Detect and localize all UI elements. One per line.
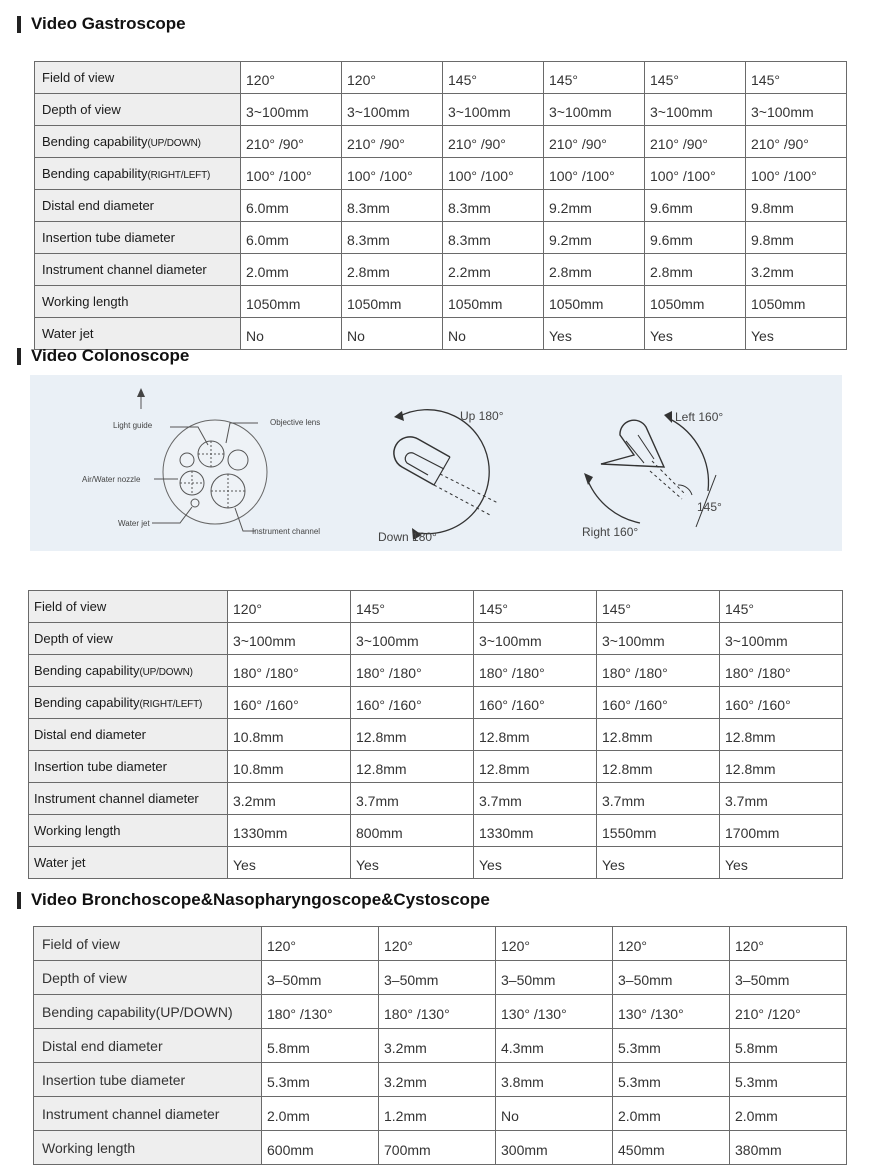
angle-145-label: 145° [697, 500, 722, 514]
table-cell: 3~100mm [544, 94, 645, 126]
row-label [35, 190, 241, 222]
row-label [34, 961, 262, 995]
table-cell: 3~100mm [342, 94, 443, 126]
table-cell: Yes [228, 847, 351, 879]
right-arc [588, 481, 640, 523]
table-cell: 3.7mm [720, 783, 843, 815]
table-row [29, 623, 843, 655]
table-cell: 12.8mm [351, 719, 474, 751]
table-cell: 3.7mm [474, 783, 597, 815]
table-cell: 120° [379, 927, 496, 961]
water-jet-label: Water jet [118, 519, 150, 528]
row-label-subtext: (UP/DOWN) [139, 667, 193, 678]
table-cell: 180° /180° [474, 655, 597, 687]
row-label [34, 1097, 262, 1131]
table-cell: 9.6mm [645, 222, 746, 254]
table-cell: 3~100mm [443, 94, 544, 126]
table-cell: 180° /130° [262, 995, 379, 1029]
table-cell: 1050mm [645, 286, 746, 318]
colonoscope-title-text: Video Colonoscope [31, 346, 190, 365]
row-label-text: Bending capability(UP/DOWN) [42, 1003, 233, 1020]
table-cell: 180° /180° [597, 655, 720, 687]
table-row [35, 126, 847, 158]
row-label-text: Bending capability [34, 663, 140, 678]
left-160-label: Left 160° [675, 410, 724, 424]
table-cell: 1050mm [746, 286, 847, 318]
row-label [29, 783, 228, 815]
colonoscope-diagram [30, 375, 842, 551]
gastroscope-section-title [17, 14, 186, 34]
table-row [34, 1063, 847, 1097]
table-row [35, 318, 847, 350]
table-cell: No [496, 1097, 613, 1131]
row-label-subtext: (UP/DOWN) [147, 138, 201, 149]
distal-tip-cross-section [137, 388, 267, 531]
table-cell: No [342, 318, 443, 350]
table-row [35, 254, 847, 286]
table-cell: 3~100mm [597, 623, 720, 655]
table-cell: 3–50mm [613, 961, 730, 995]
table-cell: 600mm [262, 1131, 379, 1165]
table-cell: 12.8mm [597, 751, 720, 783]
table-cell: 12.8mm [351, 751, 474, 783]
table-cell: 180° /180° [720, 655, 843, 687]
table-cell: 130° /130° [496, 995, 613, 1029]
table-cell: 3.7mm [351, 783, 474, 815]
table-cell: 160° /160° [351, 687, 474, 719]
row-label-text: Distal end diameter [42, 198, 154, 213]
table-cell: 210° /90° [746, 126, 847, 158]
table-cell: 9.8mm [746, 222, 847, 254]
air-water-nozzle-label: Air/Water nozzle [82, 475, 141, 484]
table-cell: 5.3mm [613, 1063, 730, 1097]
table-cell: 210° /90° [443, 126, 544, 158]
table-cell: 5.3mm [730, 1063, 847, 1097]
row-label [29, 847, 228, 879]
table-cell: 5.3mm [262, 1063, 379, 1097]
title-bar-marker [17, 348, 21, 365]
table-cell: 3.2mm [228, 783, 351, 815]
table-cell: Yes [351, 847, 474, 879]
table-row [34, 927, 847, 961]
left-arc [670, 419, 708, 491]
table-cell: 8.3mm [443, 222, 544, 254]
table-cell: 100° /100° [746, 158, 847, 190]
table-cell: 3.7mm [597, 783, 720, 815]
table-cell: 2.2mm [443, 254, 544, 286]
table-cell: 210° /90° [544, 126, 645, 158]
table-cell: 12.8mm [474, 719, 597, 751]
row-label [35, 94, 241, 126]
table-cell: 700mm [379, 1131, 496, 1165]
table-cell: 10.8mm [228, 751, 351, 783]
table-row [35, 190, 847, 222]
colonoscope-diagram-panel [30, 375, 842, 551]
up-arrow-icon [137, 388, 145, 397]
table-cell: 9.6mm [645, 190, 746, 222]
table-row [35, 158, 847, 190]
table-cell: 180° /130° [379, 995, 496, 1029]
table-cell: 2.8mm [342, 254, 443, 286]
row-label-text: Bending capability [42, 166, 148, 181]
table-cell: 5.8mm [262, 1029, 379, 1063]
table-cell: 12.8mm [597, 719, 720, 751]
table-cell: 100° /100° [443, 158, 544, 190]
table-cell: 1550mm [597, 815, 720, 847]
row-label [29, 687, 228, 719]
row-label [34, 995, 262, 1029]
row-label-text: Field of view [42, 935, 120, 952]
table-cell: Yes [474, 847, 597, 879]
table-cell: 3~100mm [645, 94, 746, 126]
table-cell: 800mm [351, 815, 474, 847]
right-arrowhead-icon [584, 473, 593, 485]
table-cell: 145° [351, 591, 474, 623]
table-cell: 120° [496, 927, 613, 961]
table-row [29, 815, 843, 847]
table-row [29, 591, 843, 623]
table-cell: 3–50mm [379, 961, 496, 995]
table-cell: 2.0mm [613, 1097, 730, 1131]
table-cell: 3.2mm [379, 1063, 496, 1097]
table-cell: 145° [720, 591, 843, 623]
table-row [29, 719, 843, 751]
table-cell: 5.3mm [613, 1029, 730, 1063]
table-cell: 210° /90° [241, 126, 342, 158]
row-label-text: Insertion tube diameter [42, 230, 175, 245]
table-cell: 1050mm [544, 286, 645, 318]
row-label-text: Depth of view [42, 102, 121, 117]
table-cell: 180° /180° [351, 655, 474, 687]
row-label-text: Distal end diameter [42, 1037, 163, 1054]
row-label-text: Bending capability [42, 134, 148, 149]
tip-outer-circle [163, 420, 267, 524]
table-cell: 2.8mm [544, 254, 645, 286]
table-cell: 3~100mm [746, 94, 847, 126]
row-label-text: Insertion tube diameter [42, 1071, 186, 1088]
table-cell: 1330mm [228, 815, 351, 847]
table-cell: 3~100mm [474, 623, 597, 655]
table-row [34, 1029, 847, 1063]
table-cell: 3.8mm [496, 1063, 613, 1097]
broncho-section-title [17, 890, 490, 910]
bent-tip-lr [601, 420, 664, 467]
row-label-text: Working length [42, 294, 129, 309]
table-row [34, 1131, 847, 1165]
row-label-text: Depth of view [42, 969, 127, 986]
row-label [29, 815, 228, 847]
row-label [29, 655, 228, 687]
down-180-label: Down 180° [378, 530, 437, 544]
right-160-label: Right 160° [582, 525, 639, 539]
table-cell: 8.3mm [342, 222, 443, 254]
table-cell: 120° [342, 62, 443, 94]
table-cell: 3~100mm [228, 623, 351, 655]
table-cell: 210° /90° [645, 126, 746, 158]
table-cell: 1050mm [443, 286, 544, 318]
table-row [34, 961, 847, 995]
table-cell: Yes [720, 847, 843, 879]
table-cell: 100° /100° [342, 158, 443, 190]
up-180-label: Up 180° [460, 409, 504, 423]
row-label-subtext: (RIGHT/LEFT) [147, 170, 211, 181]
gastroscope-spec-table [34, 61, 847, 350]
table-cell: 145° [645, 62, 746, 94]
table-row [35, 94, 847, 126]
table-row [35, 222, 847, 254]
table-cell: 2.8mm [645, 254, 746, 286]
table-cell: 160° /160° [720, 687, 843, 719]
table-cell: 160° /160° [228, 687, 351, 719]
row-label [35, 62, 241, 94]
table-cell: 9.2mm [544, 190, 645, 222]
table-cell: 1050mm [241, 286, 342, 318]
row-label [34, 927, 262, 961]
table-cell: 120° [241, 62, 342, 94]
table-cell: 300mm [496, 1131, 613, 1165]
gastroscope-title-text: Video Gastroscope [31, 14, 186, 33]
table-cell: Yes [544, 318, 645, 350]
table-cell: 1.2mm [379, 1097, 496, 1131]
table-row [34, 1097, 847, 1131]
row-label-text: Insertion tube diameter [34, 759, 167, 774]
bronchoscope-spec-table [33, 926, 847, 1165]
table-cell: 12.8mm [720, 751, 843, 783]
table-cell: 100° /100° [241, 158, 342, 190]
table-cell: Yes [746, 318, 847, 350]
row-label-text: Working length [34, 823, 121, 838]
colonoscope-spec-table [28, 590, 843, 879]
title-bar-marker [17, 16, 21, 33]
table-cell: 210° /90° [342, 126, 443, 158]
table-cell: 145° [544, 62, 645, 94]
table-cell: 120° [228, 591, 351, 623]
row-label-text: Working length [42, 1139, 136, 1156]
row-label-text: Instrument channel diameter [42, 262, 207, 277]
row-label [34, 1063, 262, 1097]
row-label-text: Instrument channel diameter [34, 791, 199, 806]
table-cell: 3–50mm [496, 961, 613, 995]
table-cell: 3~100mm [351, 623, 474, 655]
row-label [29, 591, 228, 623]
table-cell: 3~100mm [241, 94, 342, 126]
table-row [35, 62, 847, 94]
table-cell: 145° [746, 62, 847, 94]
row-label-text: Field of view [34, 599, 107, 614]
table-cell: 5.8mm [730, 1029, 847, 1063]
instrument-channel-label: Instrument channel [252, 527, 321, 536]
row-label [35, 286, 241, 318]
row-label-text: Instrument channel diameter [42, 1105, 220, 1122]
row-label-text: Field of view [42, 70, 115, 85]
row-label [29, 719, 228, 751]
table-cell: 1330mm [474, 815, 597, 847]
table-cell: 1050mm [342, 286, 443, 318]
table-cell: No [241, 318, 342, 350]
table-cell: No [443, 318, 544, 350]
table-cell: 4.3mm [496, 1029, 613, 1063]
row-label [35, 254, 241, 286]
broncho-title-text: Video Bronchoscope&Nasopharyngoscope&Cystoscope [31, 890, 490, 909]
table-cell: 1700mm [720, 815, 843, 847]
table-cell: 2.0mm [730, 1097, 847, 1131]
table-cell: 100° /100° [645, 158, 746, 190]
row-label [35, 126, 241, 158]
row-label [29, 623, 228, 655]
table-cell: 130° /130° [613, 995, 730, 1029]
table-row [29, 751, 843, 783]
table-cell: 12.8mm [720, 719, 843, 751]
table-row [34, 995, 847, 1029]
title-bar-marker [17, 892, 21, 909]
table-cell: 180° /180° [228, 655, 351, 687]
table-cell: 380mm [730, 1131, 847, 1165]
table-cell: 3–50mm [730, 961, 847, 995]
table-cell: 160° /160° [474, 687, 597, 719]
table-cell: 12.8mm [474, 751, 597, 783]
table-cell: 9.2mm [544, 222, 645, 254]
table-row [29, 847, 843, 879]
row-label-text: Distal end diameter [34, 727, 146, 742]
table-cell: 160° /160° [597, 687, 720, 719]
table-row [35, 286, 847, 318]
row-label [35, 222, 241, 254]
left-arrowhead-icon [664, 411, 672, 423]
table-cell: 9.8mm [746, 190, 847, 222]
table-cell: 8.3mm [342, 190, 443, 222]
table-cell: Yes [597, 847, 720, 879]
table-cell: 3–50mm [262, 961, 379, 995]
table-cell: Yes [645, 318, 746, 350]
row-label [34, 1029, 262, 1063]
table-row [29, 655, 843, 687]
table-cell: 100° /100° [544, 158, 645, 190]
row-label [29, 751, 228, 783]
table-cell: 10.8mm [228, 719, 351, 751]
table-cell: 8.3mm [443, 190, 544, 222]
table-cell: 120° [613, 927, 730, 961]
table-cell: 145° [443, 62, 544, 94]
table-cell: 6.0mm [241, 222, 342, 254]
table-cell: 450mm [613, 1131, 730, 1165]
table-cell: 6.0mm [241, 190, 342, 222]
row-label [35, 158, 241, 190]
table-cell: 145° [597, 591, 720, 623]
table-row [29, 687, 843, 719]
row-label-text: Water jet [42, 326, 94, 341]
table-cell: 120° [730, 927, 847, 961]
table-row [29, 783, 843, 815]
up-down-bending-diagram [394, 410, 498, 540]
table-cell: 3.2mm [379, 1029, 496, 1063]
row-label [34, 1131, 262, 1165]
table-cell: 145° [474, 591, 597, 623]
table-cell: 120° [262, 927, 379, 961]
row-label-text: Water jet [34, 855, 86, 870]
table-cell: 210° /120° [730, 995, 847, 1029]
row-label-text: Depth of view [34, 631, 113, 646]
table-cell: 3~100mm [720, 623, 843, 655]
row-label [35, 318, 241, 350]
row-label-text: Bending capability [34, 695, 140, 710]
table-cell: 2.0mm [262, 1097, 379, 1131]
colonoscope-section-title [17, 346, 189, 366]
up-arrowhead-icon [394, 411, 404, 421]
bent-tip-outer [394, 437, 450, 485]
table-cell: 3.2mm [746, 254, 847, 286]
light-guide-label: Light guide [113, 421, 153, 430]
row-label-subtext: (RIGHT/LEFT) [139, 699, 203, 710]
objective-lens-label: Objective lens [270, 418, 321, 427]
table-cell: 2.0mm [241, 254, 342, 286]
